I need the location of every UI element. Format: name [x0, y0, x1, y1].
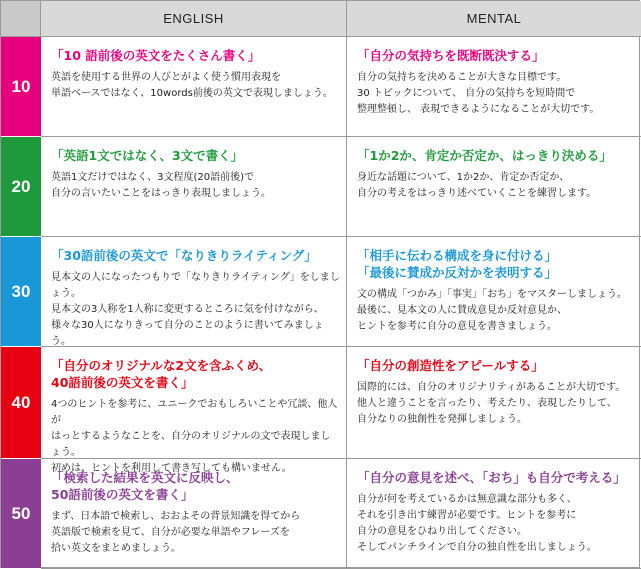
mental-body-40: 国際的には、自分のオリジナリティがあることが大切です。 他人と違うことを言ったり、考えたり、表現したりして、 自分なりの独創性を発揮しましょう。 — [357, 382, 626, 425]
english-title-40: 「自分のオリジナルな2文を含ふくめ、 40語前後の英文を書く」 — [51, 358, 272, 390]
row-number-40: 40 — [1, 347, 41, 459]
mental-body-20: 身近な話題について、1か2か、肯定か否定か、 自分の考えをはっきり述べていくことを練習します。 — [357, 172, 597, 199]
english-cell-10 — [41, 37, 347, 137]
english-body-40: 4つのヒントを参考に、ユニークでおもしろいことや冗談、他人が はっとするようなことを、自分のオリジナルの文で表現しましょう。 初めは、ヒントを利用して書き写しても構いません。 — [51, 399, 338, 474]
english-title-20: 「英語1文ではなく、3文で書く」 — [51, 148, 244, 163]
mental-body-10: 自分の気持ちを決めることが大きな目標です。 30 トピックについて、 自分の気持ちを短時間で 整理整頓し、 表現できるようになることが大切です。 — [357, 72, 600, 115]
english-cell-40 — [41, 347, 347, 474]
mental-cell-50 — [347, 459, 641, 569]
header-english: ENGLISH — [41, 1, 347, 37]
english-cell-20 — [41, 137, 347, 237]
english-title-30: 「30語前後の英文で「なりきりライティング」 — [51, 248, 317, 263]
mental-title-40: 「自分の創造性をアピールする」 — [357, 358, 544, 373]
row-number-10: 10 — [1, 37, 41, 137]
mental-title-10: 「自分の気持ちを既断既決する」 — [357, 48, 545, 63]
mental-cell-40 — [347, 347, 641, 459]
mental-cell-10 — [347, 37, 641, 137]
mental-cell-30 — [347, 237, 641, 347]
mental-title-30: 「相手に伝わる構成を身に付ける」 「最後に賛成か反対かを表明する」 — [357, 248, 558, 280]
header-mental: MENTAL — [347, 1, 641, 37]
english-title-10: 「10 語前後の英文をたくさん書く」 — [51, 48, 261, 63]
english-cell-50 — [41, 459, 347, 569]
row-number-20: 20 — [1, 137, 41, 237]
row-number-30: 30 — [1, 237, 41, 347]
english-body-20: 英語1文だけではなく、3文程度(20語前後)で 自分の言いたいことをはっきり表現しましょう。 — [51, 172, 271, 199]
mental-body-30: 文の構成「つかみ」「事実」「おち」をマスターしましょう。 最後に、見本文の人に賛成意見か反対意見か、 ヒントを参考に自分の意見を書きましょう。 — [357, 289, 627, 332]
english-body-10: 英語を使用する世界の人びとがよく使う慣用表現を 単語ベースではなく、10words前後の英文で表現しましょう。 — [51, 72, 333, 99]
mental-title-20: 「1か2か、肯定か否定か、はっきり決める」 — [357, 148, 612, 163]
english-title-50: 「検索した結果を英文に反映し、 50語前後の英文を書く」 — [51, 470, 239, 502]
mental-body-50: 自分が何を考えているかは無意識な部分も多く、 それを引き出す練習が必要です。ヒントを参考に 自分の意見をひねり出してください。 そしてパンチラインで自分の独自性を出しましょう。 — [357, 494, 597, 553]
mental-title-50: 「自分の意見を述べ、「おち」も自分で考える」 — [357, 470, 626, 485]
english-cell-30 — [41, 237, 347, 347]
header-corner — [1, 1, 41, 37]
english-body-50: まず、日本語で検索し、おおよその背景知識を得てから 英語版で検索を見て、自分が必要な単語やフレーズを 拾い英文をまとめましょう。 — [51, 511, 301, 554]
mental-cell-20 — [347, 137, 641, 237]
row-number-50: 50 — [1, 459, 41, 569]
english-body-30: 見本文の人になったつもりで「なりきりライティング」をしましょう。 見本文の3人称を1人称に変更するところに気を付けながら、 様々な30人になりきって自分のことのように書いてみましょう。 — [51, 272, 340, 347]
